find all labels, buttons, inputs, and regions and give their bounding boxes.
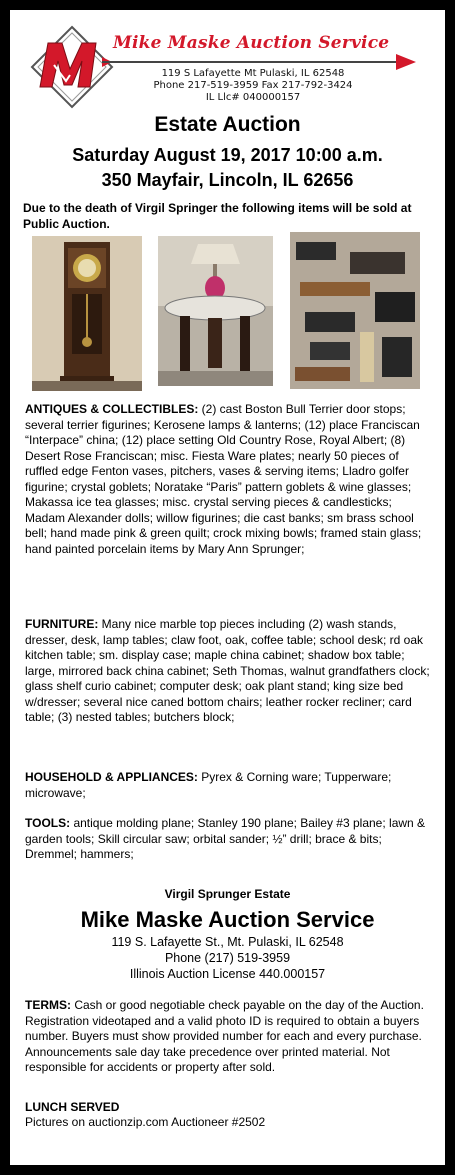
arrow-head-icon	[396, 54, 416, 70]
antiques-section	[25, 402, 435, 557]
lunch-served: LUNCH SERVED	[25, 1100, 120, 1114]
auction-date: Saturday August 19, 2017 10:00 a.m.	[72, 145, 383, 165]
tools-section	[25, 816, 435, 863]
header-street: 119 S Lafayette Mt Pulaski, IL 62548	[161, 68, 345, 79]
antiques-heading: ANTIQUES & COLLECTIBLES:	[25, 402, 199, 416]
page-title: Estate Auction	[154, 113, 301, 136]
terms-heading: TERMS:	[25, 998, 71, 1012]
auction-address: 350 Mayfair, Lincoln, IL 62656	[101, 170, 354, 190]
estate-name: Virgil Sprunger Estate	[164, 887, 291, 901]
business-phone: Phone (217) 519-3959	[164, 951, 291, 965]
intro-text: Due to the death of Virgil Springer the following items will be sold at Public Auction.	[23, 201, 412, 231]
terms-section	[25, 998, 435, 1076]
brand-name: Mike Maske Auction Service	[113, 33, 390, 53]
business-license: Illinois Auction License 440.000157	[129, 967, 326, 981]
terms-text: Cash or good negotiable check payable on the day of the Auction. Registration videotaped and a valid photo ID is required to obtain a buyers number. Buyers must show provided number for each and every purchase. Announcements sale day take precedence over printed material. Not responsible for accidents or property after sold.	[25, 998, 424, 1074]
mm-auction-logo-icon	[30, 25, 115, 110]
header-contact	[128, 68, 378, 104]
arrow-shaft	[102, 61, 402, 63]
business-street: 119 S. Lafayette St., Mt. Pulaski, IL 62548	[111, 935, 344, 949]
header-phones: Phone 217-519-3959 Fax 217-792-3424	[153, 80, 353, 91]
tools-heading: TOOLS:	[25, 816, 71, 830]
grandfather-clock-photo	[32, 236, 142, 391]
furniture-heading: FURNITURE:	[25, 617, 99, 631]
tools-text: antique molding plane; Stanley 190 plane; Bailey #3 plane; lawn & garden tools; Skill circular saw; orbital sander; ½” drill; brace & bits; Dremmel; hammers;	[25, 816, 426, 861]
household-text: Pyrex & Corning ware; Tupperware; microwave;	[25, 770, 392, 800]
marble-table-photo	[158, 236, 273, 386]
furniture-text: Many nice marble top pieces including (2) wash stands, dresser, desk, lamp tables; claw foot, oak, coffee table; school desk; rd oak kitchen table; sm. display case; maple china cabinet; shadow box table; large, mirrored back china cabinet; Seth Thomas, walnut grandfathers clock; glass shelf curio cabinet; computer desk; oak plant stand; king size bed w/dresser; several nice caned bottom chairs; leather rocker recliner; card table; (3) nested tables; butchers block;	[25, 617, 430, 724]
tool-planes-photo	[290, 232, 420, 389]
auction-flyer	[10, 10, 445, 1165]
header-license: IL Llc# 040000157	[205, 92, 301, 103]
pictures-note: Pictures on auctionzip.com Auctioneer #2502	[25, 1115, 266, 1129]
household-section	[25, 770, 435, 801]
household-heading: HOUSEHOLD & APPLIANCES:	[25, 770, 198, 784]
furniture-section	[25, 617, 435, 726]
business-info	[10, 934, 445, 982]
antiques-text: (2) cast Boston Bull Terrier door stops; several terrier figurines; Kerosene lamps & lanterns; (12) place Franciscan “Interpace” china; (12) place setting Old Country Rose, Royal Albert; (8) Desert Rose Franciscan; misc. Fiesta Ware plates; nearly 50 pieces of ruffled edge Fenton vases, pitchers, vases & serving items; Lladro golfer figurine; crystal goblets; Noratake “Paris” pattern goblets & wine glasses; Makassa ice tea glasses; misc. crystal serving pieces & candlesticks; Madam Alexander dolls; willow figurines; die cast banks; sm brass school bell; hand made pink & green quilt; crock mixing bowls; framed stain glass; hand painted porcelain items by Mary Ann Sprunger;	[25, 402, 422, 556]
closing-section	[25, 1100, 435, 1130]
business-name: Mike Maske Auction Service	[80, 907, 375, 932]
